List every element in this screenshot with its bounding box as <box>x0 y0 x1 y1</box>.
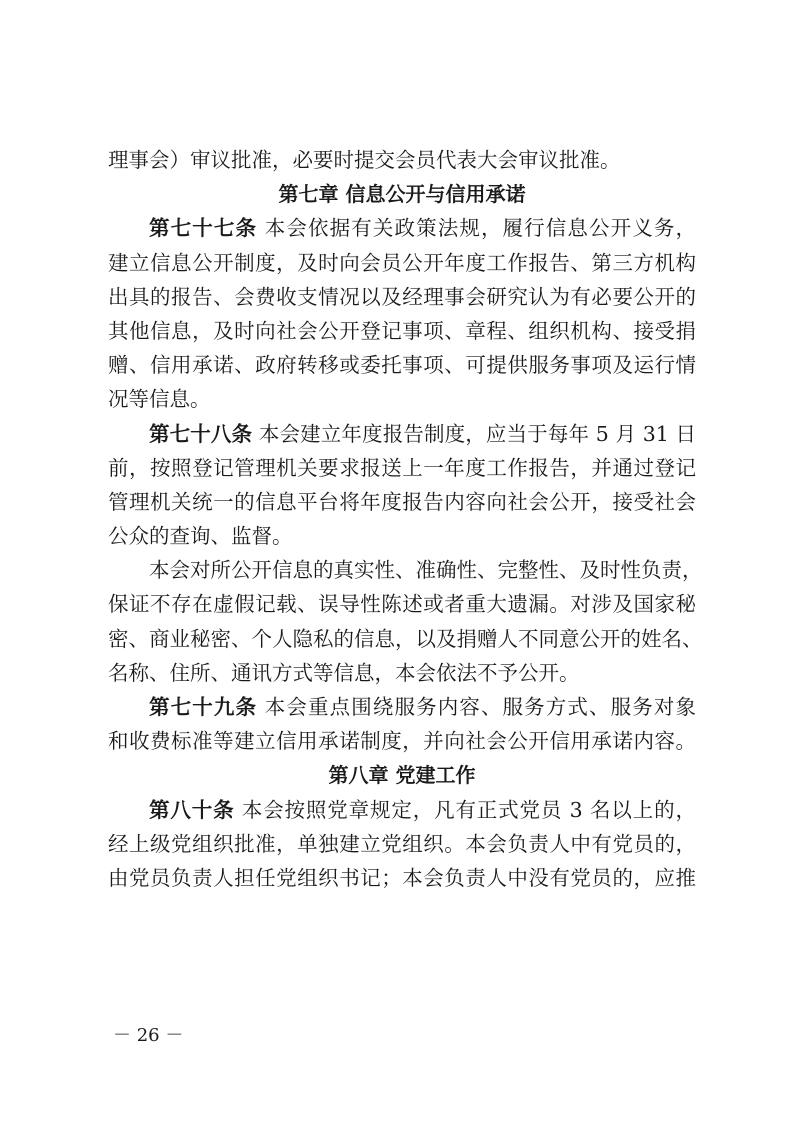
paragraph-line: 前，按照登记管理机关要求报送上一年度工作报告，并通过登记 <box>108 455 696 480</box>
paragraph-line: 况等信息。 <box>108 387 211 412</box>
article-number: 第七十八条 <box>149 421 253 446</box>
page-number: － 26 － <box>113 1025 184 1046</box>
paragraph-line: 出具的报告、会费收支情况以及经理事会研究认为有必要公开的 <box>108 284 696 309</box>
paragraph-line: 理事会）审议批准，必要时提交会员代表大会审议批准。 <box>108 148 621 172</box>
paragraph-line: 经上级党组织批准，单独建立党组织。本会负责人中有党员的， <box>108 831 696 856</box>
paragraph-line: 由党员负责人担任党组织书记；本会负责人中没有党员的，应推 <box>108 865 696 890</box>
article-number: 第七十九条 <box>149 695 258 719</box>
paragraph-line: 其他信息，及时向社会公开登记事项、章程、组织机构、接受捐 <box>108 318 696 343</box>
paragraph-line: 建立信息公开制度，及时向会员公开年度工作报告、第三方机构 <box>108 250 696 275</box>
paragraph-line: 密、商业秘密、个人隐私的信息，以及捐赠人不同意公开的姓名、 <box>108 626 703 651</box>
article-text: 本会按照党章规定，凡有正式党员 3 名以上的， <box>234 797 697 822</box>
article-text: 本会建立年度报告制度，应当于每年 5 月 31 日 <box>252 421 696 446</box>
document-body <box>108 143 703 895</box>
article-line <box>108 417 696 451</box>
chapter-heading: 第八章 党建工作 <box>328 763 476 788</box>
article-line <box>108 690 696 724</box>
article-number: 第七十七条 <box>149 216 258 241</box>
chapter-heading: 第七章 信息公开与信用承诺 <box>278 182 526 207</box>
paragraph-line: 公众的查询、监督。 <box>108 524 293 549</box>
paragraph-line: 保证不存在虚假记载、误导性陈述或者重大遗漏。对涉及国家秘 <box>108 592 696 617</box>
paragraph-line: 和收费标准等建立信用承诺制度，并向社会公开信用承诺内容。 <box>108 729 696 754</box>
article-number: 第八十条 <box>149 797 235 822</box>
article-line <box>108 211 696 245</box>
article-text: 本会重点围绕服务内容、服务方式、服务对象 <box>257 695 697 719</box>
article-line <box>108 793 696 827</box>
paragraph-line: 本会对所公开信息的真实性、准确性、完整性、及时性负责， <box>149 558 703 583</box>
article-text: 本会依据有关政策法规，履行信息公开义务， <box>257 216 697 241</box>
paragraph-line: 名称、住所、通讯方式等信息，本会依法不予公开。 <box>108 660 580 685</box>
paragraph-line: 赠、信用承诺、政府转移或委托事项、可提供服务事项及运行情 <box>108 353 696 378</box>
paragraph-line: 管理机关统一的信息平台将年度报告内容向社会公开，接受社会 <box>108 489 696 514</box>
